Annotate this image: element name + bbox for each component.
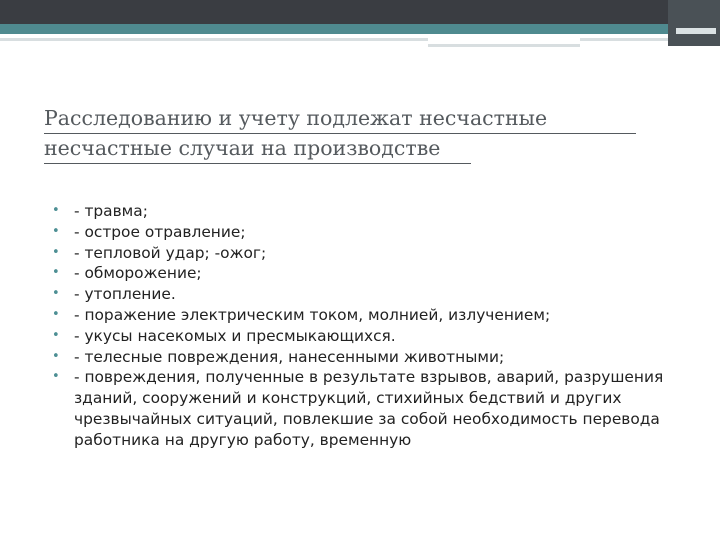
bullet-icon: • bbox=[52, 369, 60, 385]
list-item-text: - укусы насекомых и пресмыкающихся. bbox=[74, 326, 396, 345]
list-item bbox=[52, 201, 692, 222]
slide-title-line-2: несчастные случаи на производстве bbox=[44, 134, 471, 164]
slide-title bbox=[44, 104, 644, 164]
slide-title-line-1: Расследованию и учету подлежат несчастные bbox=[44, 104, 636, 134]
list-item bbox=[52, 243, 692, 264]
list-item bbox=[52, 284, 692, 305]
slide-content bbox=[52, 201, 692, 451]
bullet-icon: • bbox=[52, 265, 60, 281]
bullet-icon: • bbox=[52, 286, 60, 302]
list-item-text: - утопление. bbox=[74, 285, 176, 304]
bullet-icon: • bbox=[52, 244, 60, 260]
list-item-text: - обморожение; bbox=[74, 264, 202, 283]
list-item-text: - тепловой удар; -ожог; bbox=[74, 243, 267, 262]
header-teal-band bbox=[0, 24, 720, 34]
list-item bbox=[52, 367, 692, 450]
list-item bbox=[52, 347, 692, 368]
header-stripe bbox=[580, 38, 668, 41]
header-dark-band bbox=[0, 0, 720, 24]
bullet-list bbox=[52, 201, 692, 451]
bullet-icon: • bbox=[52, 223, 60, 239]
bullet-icon: • bbox=[52, 203, 60, 218]
header-corner-block bbox=[668, 0, 720, 46]
bullet-icon: • bbox=[52, 306, 60, 322]
list-item bbox=[52, 305, 692, 326]
header-stripe bbox=[428, 44, 580, 47]
header-stripe bbox=[0, 38, 428, 41]
list-item-text: - повреждения, полученные в результате взрывов, аварий, разрушения зданий, сооружений и конструкций, стихийных бедствий и других чрезвычайных ситуаций, повлекшие за собой необходимость перевода работника на другую работу, временную bbox=[74, 368, 664, 449]
list-item-text: - острое отравление; bbox=[74, 222, 246, 241]
list-item-text: - поражение электрическим током, молнией, излучением; bbox=[74, 305, 551, 324]
list-item-text: - телесные повреждения, нанесенными животными; bbox=[74, 347, 505, 366]
list-item bbox=[52, 222, 692, 243]
list-item-text: - травма; bbox=[74, 202, 148, 220]
bullet-icon: • bbox=[52, 327, 60, 343]
list-item bbox=[52, 263, 692, 284]
bullet-icon: • bbox=[52, 348, 60, 364]
header-corner-bar bbox=[676, 28, 716, 34]
list-item bbox=[52, 326, 692, 347]
